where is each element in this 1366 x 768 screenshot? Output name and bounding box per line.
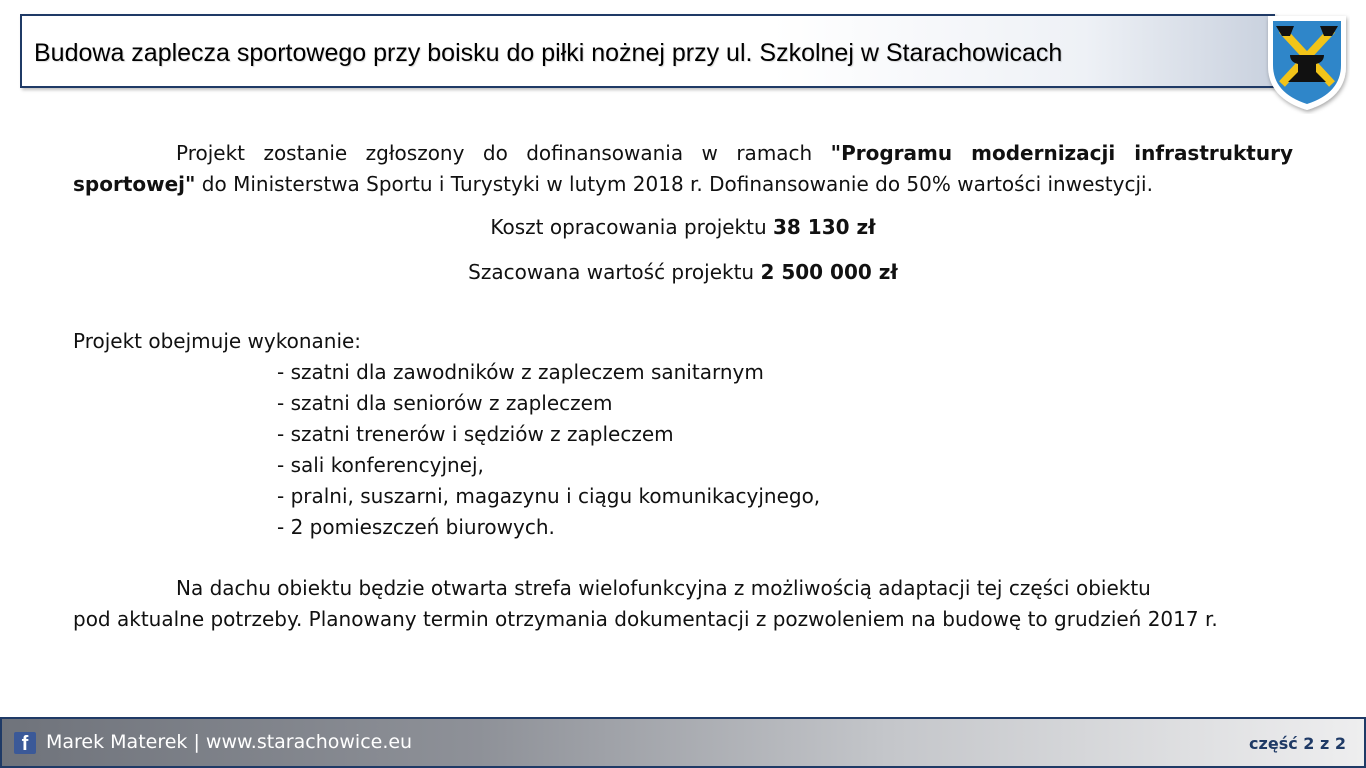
list-item: - pralni, suszarni, magazynu i ciągu komunikacyjnego, (277, 484, 821, 508)
list-item: - szatni dla seniorów z zapleczem (277, 391, 613, 415)
list-item: - sali konferencyjnej, (277, 453, 484, 477)
list-item: - szatni dla zawodników z zapleczem sanitarnym (277, 360, 764, 384)
facebook-icon[interactable]: f (14, 732, 36, 754)
design-cost-line (73, 212, 1293, 243)
intro-text-2: do Ministerstwa Sportu i Turystyki w lutym 2018 r. Dofinansowanie do 50% wartości inwestycji. (195, 172, 1153, 196)
list-item: - szatni trenerów i sędziów z zapleczem (277, 422, 674, 446)
closing-line-1: Na dachu obiektu będzie otwarta strefa wielofunkcyjna z możliwością adaptacji tej części obiektu (176, 576, 1151, 600)
estimated-value-line (73, 257, 1293, 288)
design-cost-label: Koszt opracowania projektu (490, 215, 774, 239)
list-item: - 2 pomieszczeń biurowych. (277, 515, 555, 539)
closing-paragraph (73, 573, 1293, 635)
scope-intro: Projekt obejmuje wykonanie: (73, 329, 362, 353)
closing-line-2: pod aktualne potrzeby. Planowany termin otrzymania dokumentacji z pozwoleniem na budowę to grudzień 2017 r. (73, 607, 1218, 631)
design-cost-value: 38 130 zł (773, 215, 876, 239)
intro-text-1: Projekt zostanie zgłoszony do dofinansowania w ramach (176, 141, 831, 165)
title-bar (20, 14, 1275, 88)
estimated-value-label: Szacowana wartość projektu (468, 260, 761, 284)
page-title: Budowa zaplecza sportowego przy boisku do piłki nożnej przy ul. Szkolnej w Starachowicach (34, 39, 1063, 67)
footer-author-link[interactable]: Marek Materek | www.starachowice.eu (46, 731, 413, 753)
coat-of-arms-icon (1264, 10, 1350, 114)
page-number: część 2 z 2 (1249, 734, 1346, 753)
estimated-value-amount: 2 500 000 zł (760, 260, 898, 284)
slide-content (73, 138, 1293, 635)
footer-bar (0, 717, 1366, 768)
scope-list (73, 357, 1293, 543)
intro-paragraph (73, 138, 1293, 200)
program-name: "Programu modernizacji infrastruktury sportowej" (73, 141, 1294, 196)
